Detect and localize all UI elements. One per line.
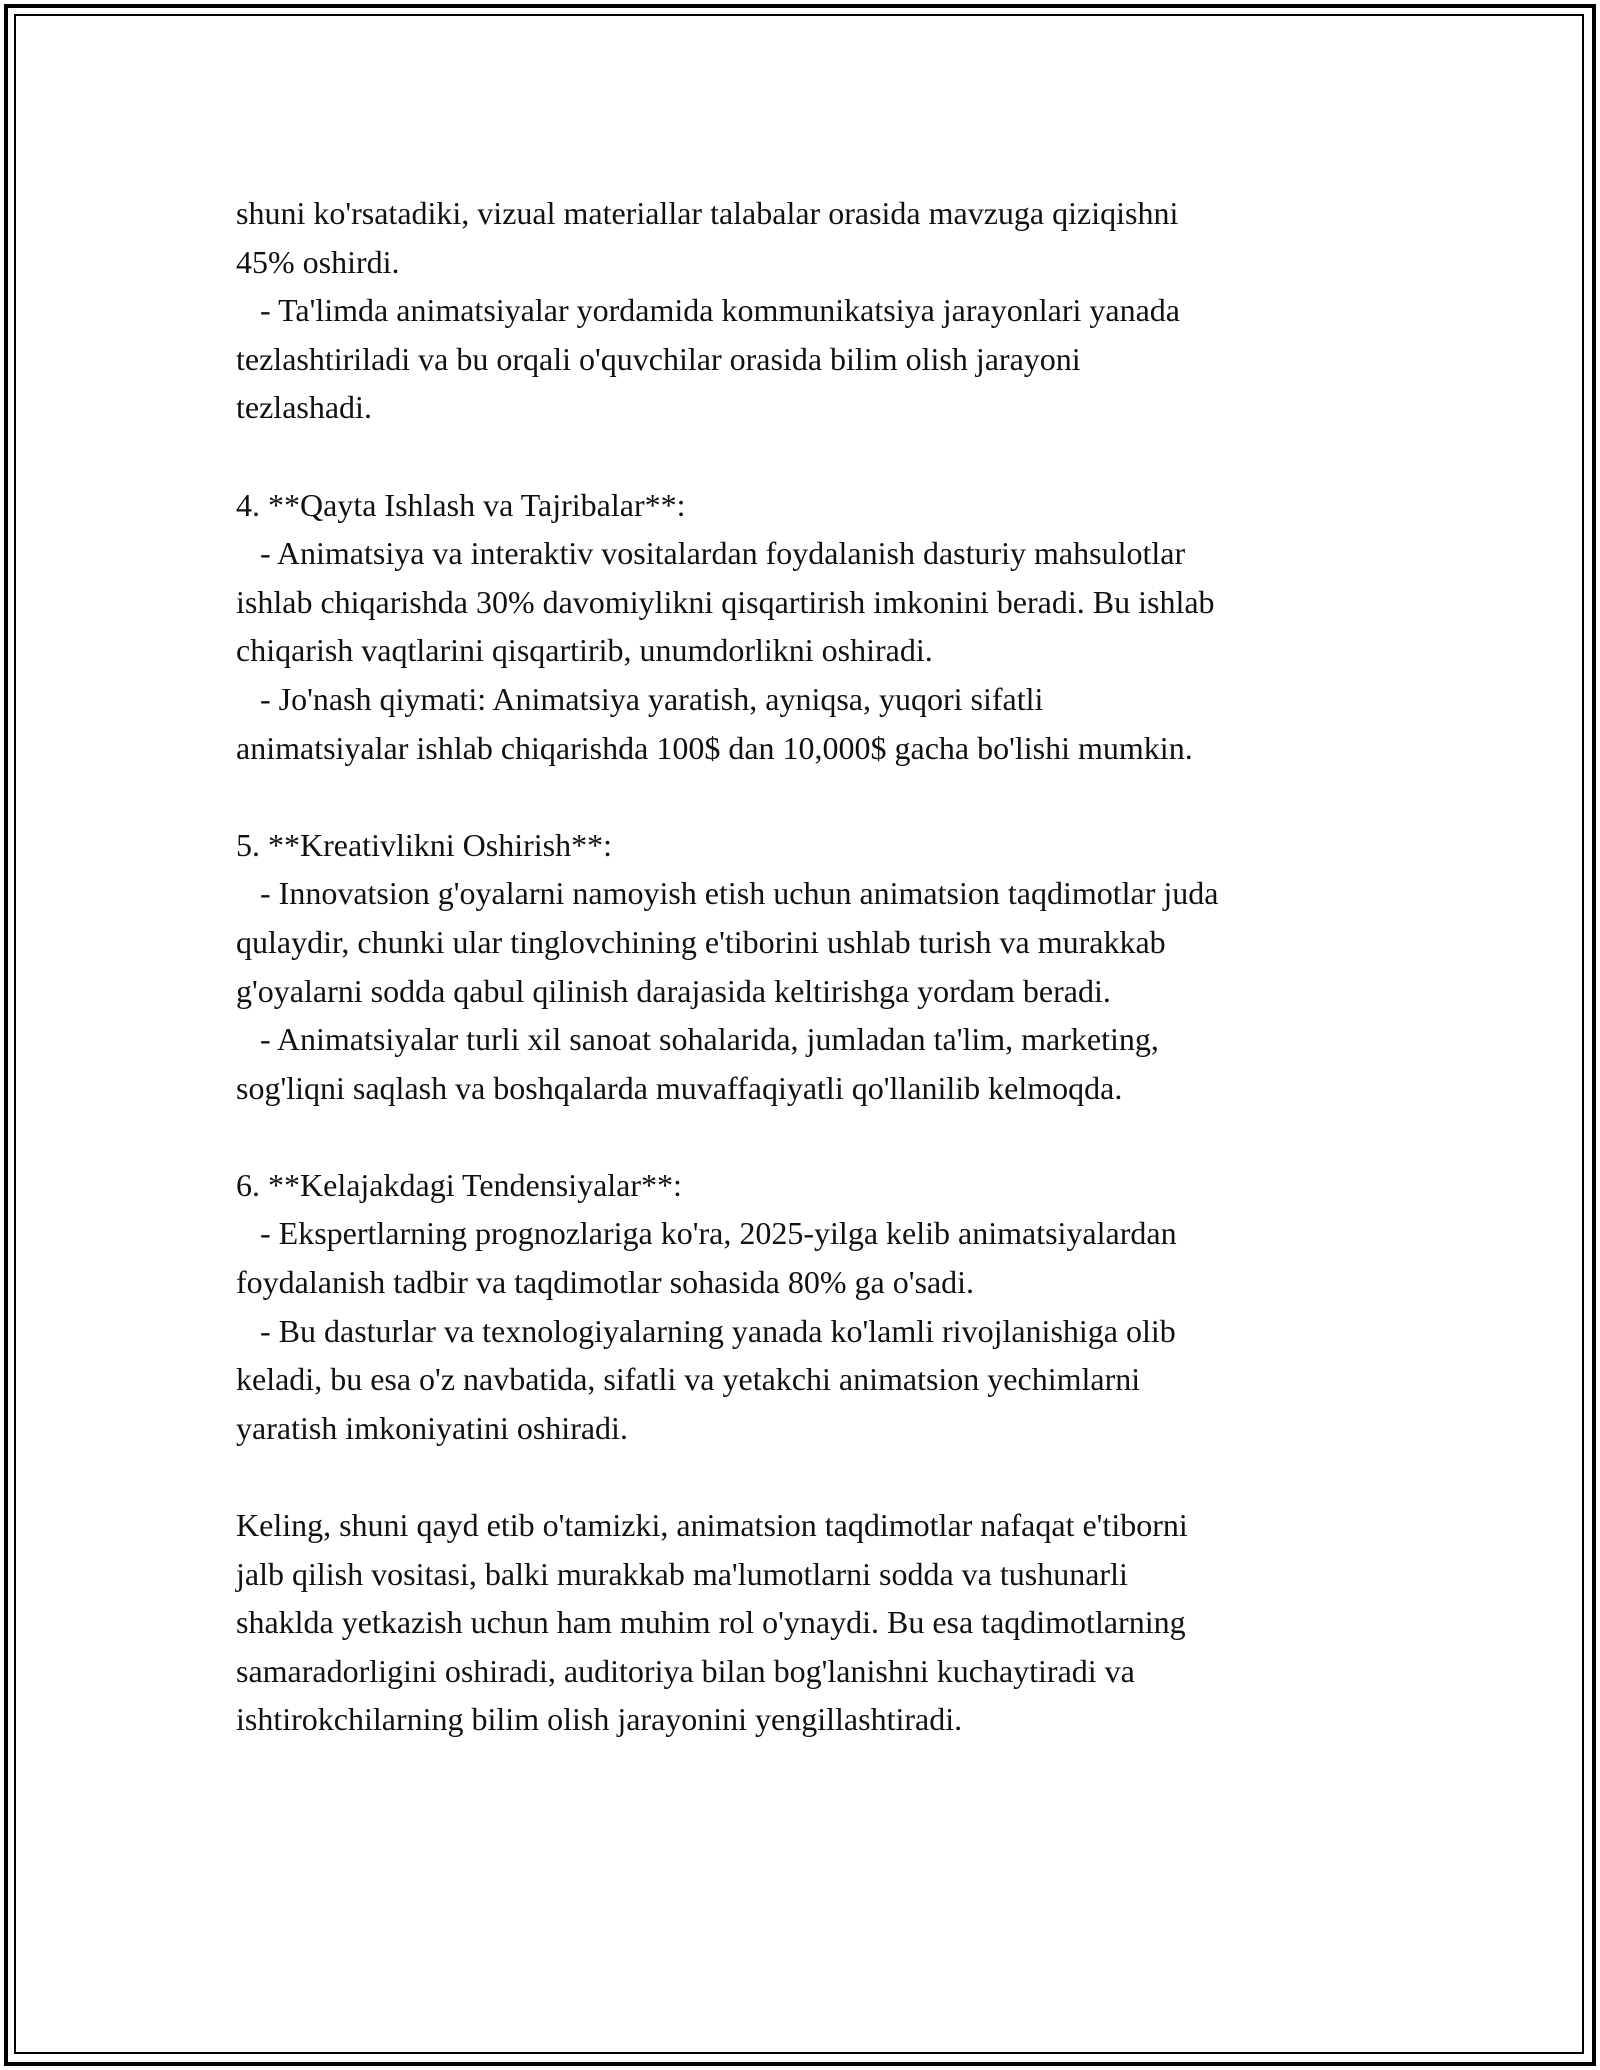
document-body [236, 189, 1406, 1744]
section-heading: 5. **Kreativlikni Oshirish**: [236, 826, 612, 863]
text-line: ishlab chiqarishda 30% davomiylikni qisqartirish imkonini beradi. Bu ishlab [236, 583, 1215, 620]
text-line: keladi, bu esa o'z navbatida, sifatli va yetakchi animatsion yechimlarni [236, 1361, 1141, 1398]
text-line: sog'liqni saqlash va boshqalarda muvaffaqiyatli qo'llanilib kelmoqda. [236, 1069, 1123, 1106]
text-line: shuni ko'rsatadiki, vizual materiallar talabalar orasida mavzuga qiziqishni [236, 195, 1179, 231]
blank-line [236, 1112, 1406, 1161]
blank-line [236, 1452, 1406, 1501]
text-line: tezlashtiriladi va bu orqali o'quvchilar orasida bilim olish jarayoni [236, 340, 1081, 377]
text-line: samaradorligini oshiradi, auditoriya bilan bog'lanishni kuchaytiradi va [236, 1652, 1135, 1689]
text-line: - Animatsiyalar turli xil sanoat sohalarida, jumladan ta'lim, marketing, [236, 1021, 1159, 1058]
text-line: - Innovatsion g'oyalarni namoyish etish uchun animatsion taqdimotlar juda [236, 875, 1219, 912]
text-line: animatsiyalar ishlab chiqarishda 100$ dan 10,000$ gacha bo'lishi mumkin. [236, 729, 1193, 766]
blank-line [236, 432, 1406, 481]
section-heading: 6. **Kelajakdagi Tendensiyalar**: [236, 1166, 682, 1203]
text-line: - Jo'nash qiymati: Animatsiya yaratish, ayniqsa, yuqori sifatli [236, 680, 1044, 717]
blank-line [236, 772, 1406, 821]
text-line: chiqarish vaqtlarini qisqartirib, unumdorlikni oshiradi. [236, 632, 933, 669]
text-line: - Ekspertlarning prognozlariga ko'ra, 2025-yilga kelib animatsiyalardan [236, 1215, 1177, 1252]
text-line: foydalanish tadbir va taqdimotlar sohasida 80% ga o'sadi. [236, 1264, 975, 1301]
text-line: - Bu dasturlar va texnologiyalarning yanada ko'lamli rivojlanishiga olib [236, 1312, 1176, 1349]
text-line: - Ta'limda animatsiyalar yordamida kommunikatsiya jarayonlari yanada [236, 292, 1180, 329]
text-line: g'oyalarni sodda qabul qilinish darajasida keltirishga yordam beradi. [236, 972, 1111, 1009]
text-line: jalb qilish vositasi, balki murakkab ma'lumotlarni sodda va tushunarli [236, 1555, 1128, 1592]
text-line: 45% oshirdi. [236, 243, 400, 280]
text-line: shaklda yetkazish uchun ham muhim rol o'ynaydi. Bu esa taqdimotlarning [236, 1604, 1186, 1641]
text-line: tezlashadi. [236, 389, 372, 426]
text-line: ishtirokchilarning bilim olish jarayonini yengillashtiradi. [236, 1701, 963, 1738]
text-line: qulaydir, chunki ular tinglovchining e'tiborini ushlab turish va murakkab [236, 923, 1166, 960]
text-line: - Animatsiya va interaktiv vositalardan foydalanish dasturiy mahsulotlar [236, 535, 1186, 572]
text-line: Keling, shuni qayd etib o'tamizki, animatsion taqdimotlar nafaqat e'tiborni [236, 1507, 1188, 1544]
text-line: yaratish imkoniyatini oshiradi. [236, 1409, 628, 1446]
section-heading: 4. **Qayta Ishlash va Tajribalar**: [236, 486, 686, 523]
